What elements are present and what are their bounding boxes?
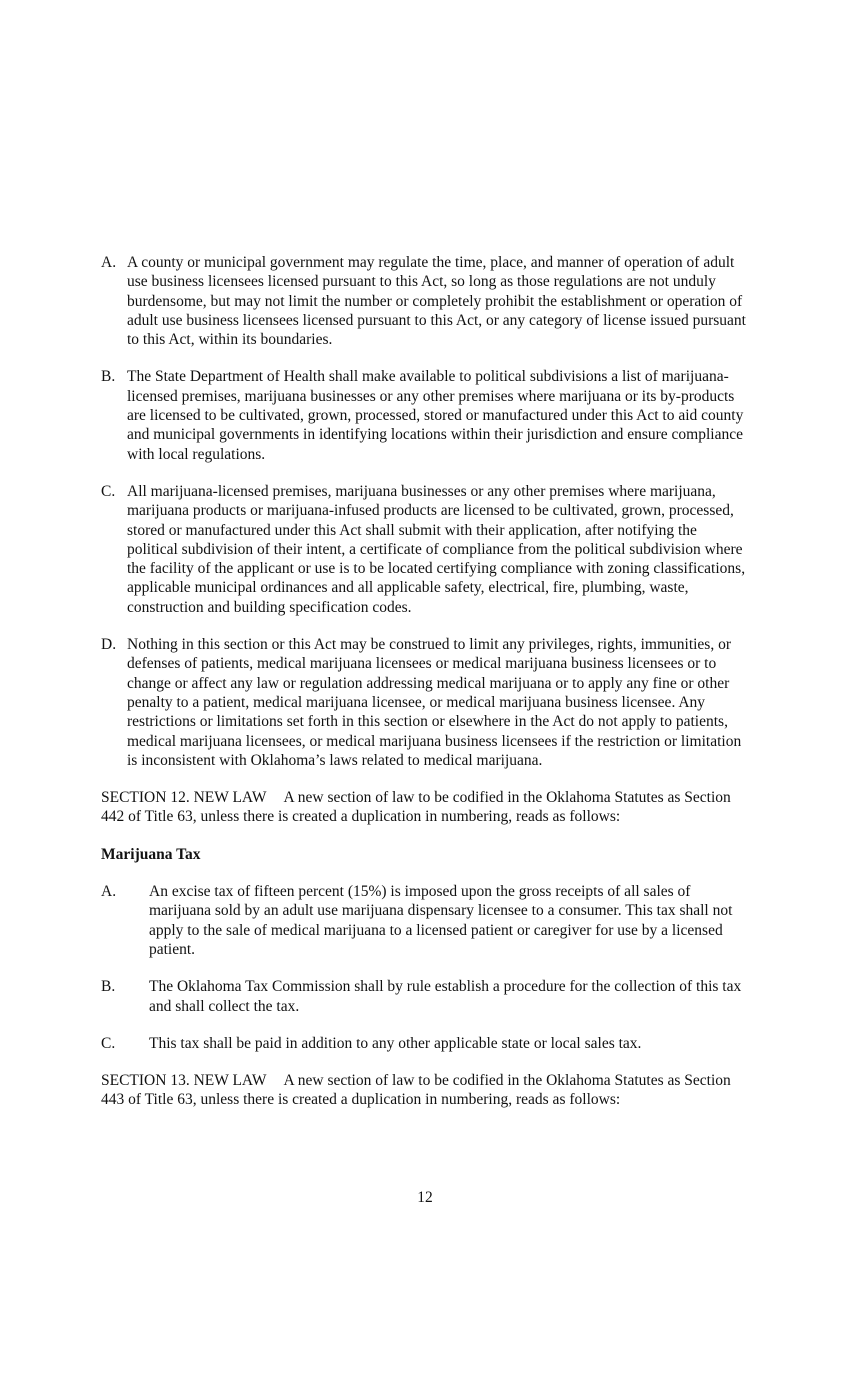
subsection-text: This tax shall be paid in addition to any other applicable state or local sales tax.: [149, 1034, 642, 1052]
subsection-text: The State Department of Health shall make available to political subdivisions a list of marijuana-licensed premises, marijuana businesses or any other premises where marijuana or its by-products are licensed to be cultivated, grown, processed, stored or manufactured under this Act to aid county and municipal governments in identifying locations within their jurisdiction and ensure compliance with local regulations.: [127, 368, 744, 463]
subsection-text: A county or municipal government may regulate the time, place, and manner of operation of adult use business licensees licensed pursuant to this Act, so long as those regulations are not unduly burdensome, but may not limit the number or completely prohibit the establishment or operation of adult use business licensees licensed pursuant to this Act, or any category of license issued pursuant to this Act, within its boundaries.: [127, 254, 746, 349]
tax-subsection-a: [101, 882, 751, 959]
subsection-text: All marijuana-licensed premises, marijuana businesses or any other premises where marijuana, marijuana products or marijuana-infused products are licensed to be cultivated, grown, processed, stored or manufactured under this Act shall submit with their application, after notifying the political subdivision of their intent, a certificate of compliance from the political subdivision where the facility of the applicant or use is to be located certifying compliance with zoning classifications, applicable municipal ordinances and all applicable safety, electrical, fire, plumbing, waste, construction and building specification codes.: [127, 482, 746, 616]
subsection-letter: D.: [101, 636, 117, 654]
subsection-text: An excise tax of fifteen percent (15%) is imposed upon the gross receipts of all sales of marijuana sold by an adult use marijuana dispensary licensee to a consumer. This tax shall not apply to the sale of medical marijuana to a licensed patient or caregiver for use by a licensed patient.: [149, 883, 733, 958]
document-body: [101, 253, 751, 1128]
subsection-b: [101, 367, 751, 463]
section-12-heading: SECTION 12. NEW LAW: [101, 789, 267, 807]
subsection-text: Nothing in this section or this Act may be construed to limit any privileges, rights, immunities, or defenses of patients, medical marijuana licensees or medical marijuana business licensees or to change or affect any law or regulation addressing medical marijuana or to apply any fine or other penalty to a patient, medical marijuana licensee, or medical marijuana business licensee. Any restrictions or limitations set forth in this section or elsewhere in the Act do not apply to patients, medical marijuana licensees, or medical marijuana business licensees if the restriction or limitation is inconsistent with Oklahoma’s laws related to medical marijuana.: [127, 636, 742, 769]
tax-subsection-c: [101, 1034, 751, 1053]
marijuana-tax-heading: Marijuana Tax: [101, 845, 201, 863]
subsection-letter: A.: [101, 883, 117, 901]
subsection-c: [101, 482, 751, 617]
subsection-letter: B.: [101, 368, 116, 386]
subsection-a: [101, 253, 751, 349]
section-13-heading: SECTION 13. NEW LAW: [101, 1072, 267, 1090]
tax-subsection-b: [101, 977, 751, 1016]
section-13-text: A new section of law to be codified in the Oklahoma Statutes as Section 443 of Title 63, unless there is created a duplication in numbering, reads as follows:: [101, 1072, 731, 1109]
subsection-d: [101, 635, 751, 770]
subsection-letter: B.: [101, 978, 116, 996]
subsection-letter: C.: [101, 482, 116, 500]
section-12-text: A new section of law to be codified in the Oklahoma Statutes as Section 442 of Title 63, unless there is created a duplication in numbering, reads as follows:: [101, 789, 731, 826]
section-12: [101, 788, 751, 827]
page-number: 12: [417, 1189, 433, 1206]
subsection-text: The Oklahoma Tax Commission shall by rule establish a procedure for the collection of this tax and shall collect the tax.: [149, 978, 742, 1015]
subsection-letter: C.: [101, 1034, 116, 1052]
section-13: [101, 1071, 751, 1110]
subsection-letter: A.: [101, 254, 117, 271]
